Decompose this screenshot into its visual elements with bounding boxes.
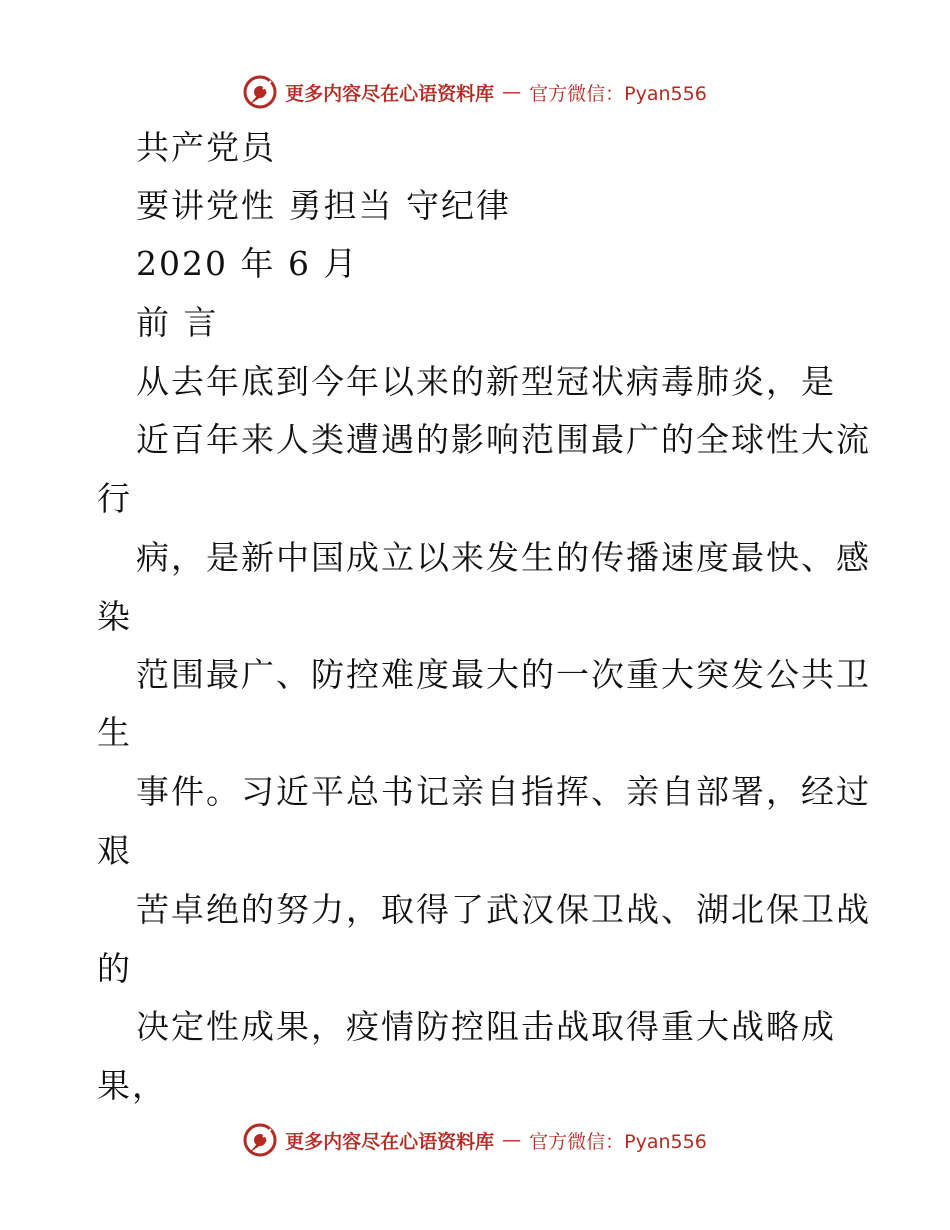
banner-separator: — <box>502 1129 522 1151</box>
doc-line: 病，是新中国成立以来发生的传播速度最快、感 <box>136 538 871 577</box>
pen-nib-logo-icon <box>243 75 277 109</box>
doc-line: 果， <box>97 1066 167 1105</box>
doc-line: 2020 年 6 月 <box>136 244 359 283</box>
banner-separator: — <box>502 81 522 103</box>
doc-line: 范围最广、防控难度最大的一次重大突发公共卫 <box>136 655 871 694</box>
doc-line: 从去年底到今年以来的新型冠状病毒肺炎，是 <box>136 362 836 401</box>
banner-text: 更多内容尽在心语资料库 <box>285 1130 495 1153</box>
doc-line: 生 <box>97 713 132 752</box>
doc-line: 染 <box>97 597 132 636</box>
doc-line: 事件。习近平总书记亲自指挥、亲自部署，经过 <box>136 772 871 811</box>
doc-line: 近百年来人类遭遇的影响范围最广的全球性大流 <box>136 420 871 459</box>
doc-line: 要讲党性 勇担当 守纪律 <box>136 186 511 225</box>
doc-line: 共产党员 <box>136 128 276 167</box>
banner-wechat: 官方微信：Pyan556 <box>529 1130 707 1153</box>
doc-line: 前 言 <box>136 303 219 342</box>
banner-text: 更多内容尽在心语资料库 <box>285 82 495 105</box>
footer-banner <box>0 1120 950 1160</box>
doc-line: 苦卓绝的努力，取得了武汉保卫战、湖北保卫战 <box>136 890 871 929</box>
doc-line: 决定性成果，疫情防控阻击战取得重大战略成 <box>136 1007 836 1046</box>
pen-nib-logo-icon <box>243 1123 277 1157</box>
banner-wechat: 官方微信：Pyan556 <box>529 82 707 105</box>
doc-line: 的 <box>97 949 132 988</box>
doc-line: 艰 <box>97 831 132 870</box>
doc-line: 行 <box>97 479 132 518</box>
header-banner <box>0 72 950 112</box>
